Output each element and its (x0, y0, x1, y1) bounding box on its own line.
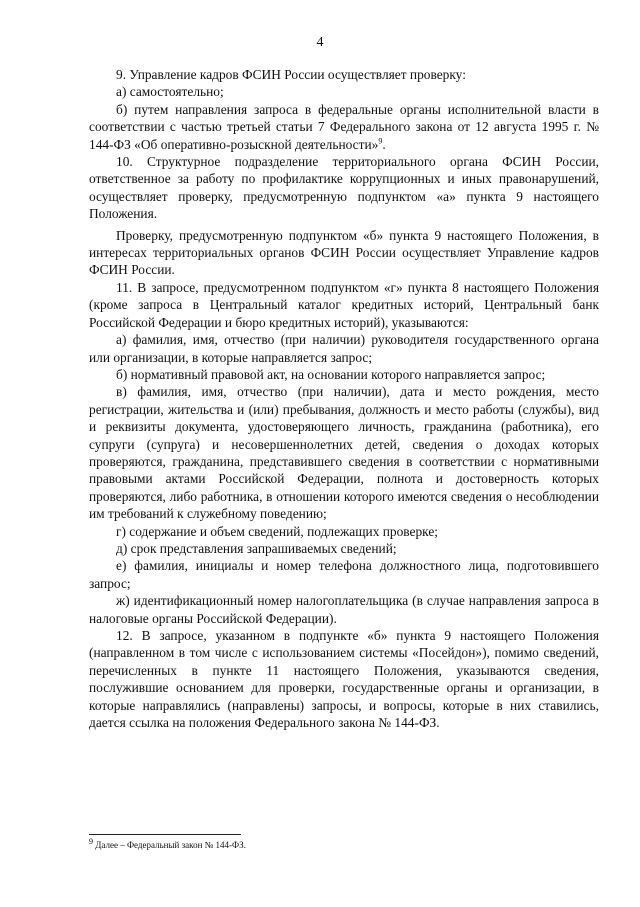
footnote-marker: 9 (89, 837, 93, 846)
document-body (89, 66, 599, 731)
paragraph-10: 10. Структурное подразделение территориального органа ФСИН России, ответственное за работу по профилактике коррупционных и иных правонарушений, осуществляет проверку, предусмотренную подпунктом «а» пункта 9 настоящего Положения. (89, 154, 599, 222)
paragraph-9b-end: . (382, 136, 386, 152)
paragraph-11e: е) фамилия, инициалы и номер телефона должностного лица, подготовившего запрос; (89, 558, 599, 591)
paragraph-9b (89, 101, 599, 153)
paragraph-12: 12. В запросе, указанном в подпункте «б» пункта 9 настоящего Положения (направленном в том числе с использованием системы «Посейдон»), помимо сведений, перечисленных в пункте 11 настоящего Положения, указываются сведения, послужившие основанием для проверки, государственные органы и организации, в которые направлялись (направлены) запросы, и вопросы, которые в них ставились, дается ссылка на положения Федерального закона № 144-ФЗ. (89, 628, 599, 731)
paragraph-11b: б) нормативный правовой акт, на основании которого направляется запрос; (116, 366, 546, 382)
paragraph-11g: г) содержание и объем сведений, подлежащих проверке; (116, 523, 439, 539)
footnote-text: Далее – Федеральный закон № 144-ФЗ. (93, 840, 246, 850)
paragraph-11a: а) фамилия, имя, отчество (при наличии) руководителя государственного органа или организации, в которые направляется запрос; (89, 332, 599, 365)
paragraph-11v: в) фамилия, имя, отчество (при наличии), дата и место рождения, место регистрации, жительства и (или) пребывания, должность и место работы (службы), вид и реквизиты документа, удостоверяющего личность, гражданина (работника), его супруги (супруга) и несовершеннолетних детей, сведения о доходах которых проверяются, гражданина, представившего сведения в соответствии с нормативными правовыми актами Российской Федерации, полнота и достоверность которых проверяются, либо работника, в отношении которого имеются сведения о несоблюдении им требований к служебному поведению; (89, 384, 599, 522)
page-number: 4 (316, 35, 324, 50)
paragraph-9b-text: б) путем направления запроса в федеральные органы исполнительной власти в соответствии с частью третьей статьи 7 Федерального закона от 12 августа 1995 г. № 144-ФЗ «Об оперативно-розыскной деятельности» (89, 101, 599, 152)
paragraph-9a: а) самостоятельно; (116, 84, 224, 100)
footnote-reference: 9 (378, 136, 383, 146)
footnote (89, 837, 589, 851)
footnote-divider (89, 834, 241, 835)
paragraph-11: 11. В запросе, предусмотренном подпунктом «г» пункта 8 настоящего Положения (кроме запроса в Центральный каталог кредитных историй, Центральный банк Российской Федерации и бюро кредитных историй), указываются: (89, 279, 599, 330)
paragraph-10-second: Проверку, предусмотренную подпунктом «б» пункта 9 настоящего Положения, в интересах территориальных органов ФСИН России осуществляет Управление кадров ФСИН России. (89, 227, 599, 278)
paragraph-11d: д) срок представления запрашиваемых сведений; (116, 540, 397, 556)
paragraph-9: 9. Управление кадров ФСИН России осуществляет проверку: (116, 67, 466, 82)
paragraph-11zh: ж) идентификационный номер налогоплательщика (в случае направления запроса в налоговые органы Российской Федерации). (89, 593, 599, 626)
